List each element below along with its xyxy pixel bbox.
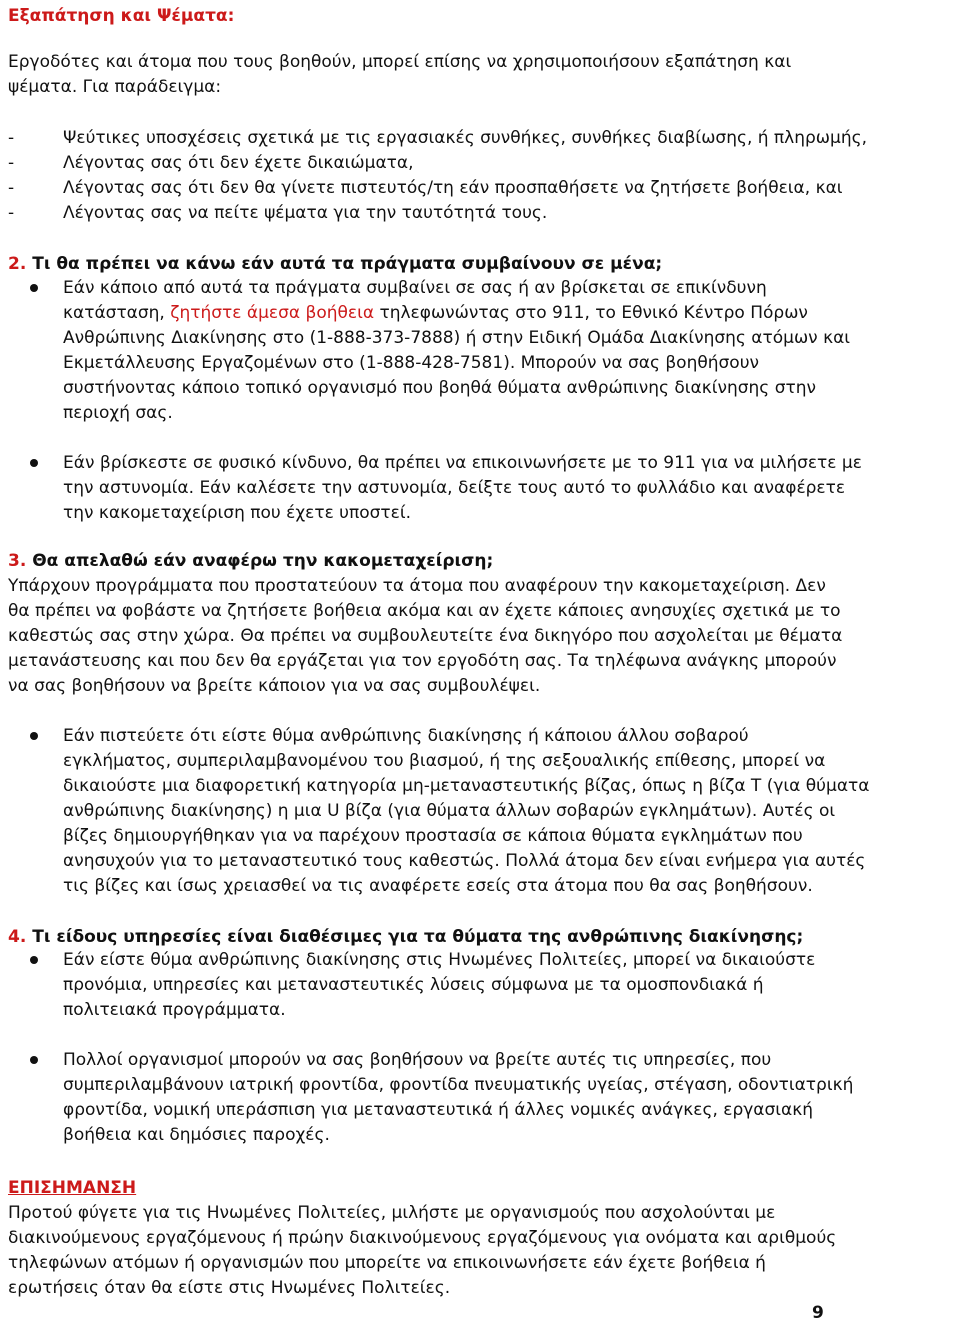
section-2-bullet-2 xyxy=(63,451,953,526)
section-2-bullet-1 xyxy=(63,276,953,426)
text-line: προνόμια, υπηρεσίες και μεταναστευτικές λύσεις σύμφωνα με τα ομοσπονδιακά ή xyxy=(63,975,764,995)
text-line: τις βίζες και ίσως χρειασθεί να τις αναφέρετε εσείς στα άτομα που θα σας βοηθήσουν. xyxy=(63,876,813,896)
text-line: Εάν πιστεύετε ότι είστε θύμα ανθρώπινης διακίνησης ή κάποιου άλλου σοβαρού xyxy=(63,726,749,746)
section-4-number: 4. xyxy=(8,927,27,947)
text-line: πολιτειακά προγράμματα. xyxy=(63,1000,286,1020)
bullet-icon xyxy=(30,956,38,964)
text-fragment: κατάσταση, xyxy=(63,303,171,323)
bullet-icon xyxy=(30,1056,38,1064)
dash-marker: - xyxy=(8,128,15,148)
section-3-para-line-1: Υπάρχουν προγράμματα που προστατεύουν τα άτομα που αναφέρουν την κακομεταχείριση. Δεν xyxy=(8,576,826,596)
section-4-bullet-2 xyxy=(63,1048,953,1148)
fraud-list-item-4: Λέγοντας σας να πείτε ψέματα για την ταυτότητά τους. xyxy=(63,203,548,223)
section-2-title: Τι θα πρέπει να κάνω εάν αυτά τα πράγματα συμβαίνουν σε μένα; xyxy=(32,254,663,274)
section-3-heading xyxy=(8,549,493,574)
dash-marker: - xyxy=(8,203,15,223)
text-line: περιοχή σας. xyxy=(63,403,173,423)
section-3-bullet-1 xyxy=(63,724,953,899)
dash-marker: - xyxy=(8,153,15,173)
text-line xyxy=(63,301,953,326)
notice-line-1: Προτού φύγετε για τις Ηνωμένες Πολιτείες, μιλήστε με οργανισμούς που ασχολούνται με xyxy=(8,1203,776,1223)
bullet-icon xyxy=(30,284,38,292)
fraud-heading: Εξαπάτηση και Ψέματα: xyxy=(8,6,235,26)
section-3-para-line-2: θα πρέπει να φοβάστε να ζητήσετε βοήθεια ακόμα και αν έχετε κάποιες ανησυχίες σχετικά με το xyxy=(8,601,841,621)
notice-line-2: διακινούμενους εργαζόμενους ή πρώην διακινούμενους εργαζόμενους για ονόματα και αριθμούς xyxy=(8,1228,837,1248)
text-line: φροντίδα, νομική υπεράσπιση για μεταναστευτικά ή άλλες νομικές ανάγκες, εργασιακή xyxy=(63,1100,814,1120)
text-line: Εάν κάποιο από αυτά τα πράγματα συμβαίνει σε σας ή αν βρίσκεται σε επικίνδυνη xyxy=(63,278,767,298)
text-line: την κακομεταχείριση που έχετε υποστεί. xyxy=(63,503,411,523)
section-3-para-line-3: καθεστώς σας στην χώρα. Θα πρέπει να συμβουλευτείτε ένα δικηγόρο που ασχολείται με θέματα xyxy=(8,626,843,646)
fraud-intro-line-2: ψέματα. Για παράδειγμα: xyxy=(8,77,222,97)
text-line: εγκλήματος, συμπεριλαμβανομένου του βιασμού, ή της σεξουαλικής επίθεσης, μπορεί να xyxy=(63,751,826,771)
section-3-para-line-4: μετανάστευσης και που δεν θα εργάζεται για τον εργοδότη σας. Τα τηλέφωνα ανάγκης μπορούν xyxy=(8,651,837,671)
urgent-help-text: ζητήστε άμεσα βοήθεια xyxy=(170,303,375,323)
text-line: την αστυνομία. Εάν καλέσετε την αστυνομία, δείξτε τους αυτό το φυλλάδιο και αναφέρετε xyxy=(63,478,846,498)
text-line: Εάν βρίσκεστε σε φυσικό κίνδυνο, θα πρέπει να επικοινωνήσετε με το 911 για να μιλήσετε με xyxy=(63,453,862,473)
notice-line-4: ερωτήσεις όταν θα είστε στις Ηνωμένες Πολιτείες. xyxy=(8,1278,451,1298)
text-line: ανθρώπινης διακίνησης) η μια U βίζα (για θύματα άλλων σοβαρών εγκλημάτων). Αυτές οι xyxy=(63,801,836,821)
text-line: συστήνοντας κάποιο τοπικό οργανισμό που βοηθά θύματα ανθρώπινης διακίνησης στην xyxy=(63,378,816,398)
fraud-list-item-1: Ψεύτικες υποσχέσεις σχετικά με τις εργασιακές συνθήκες, συνθήκες διαβίωσης, ή πληρωμής, xyxy=(63,128,868,148)
section-4-title: Τι είδους υπηρεσίες είναι διαθέσιμες για τα θύματα της ανθρώπινης διακίνησης; xyxy=(32,927,804,947)
bullet-icon xyxy=(30,459,38,467)
bullet-icon xyxy=(30,732,38,740)
text-line: βοήθεια και δημόσιες παροχές. xyxy=(63,1125,330,1145)
text-line: ανησυχούν για το μεταναστευτικό τους καθεστώς. Πολλά άτομα δεν είναι ενήμερα για αυτές xyxy=(63,851,866,871)
section-2-number: 2. xyxy=(8,254,27,274)
fraud-list-item-3: Λέγοντας σας ότι δεν θα γίνετε πιστευτός/τη εάν προσπαθήσετε να ζητήσετε βοήθεια, και xyxy=(63,178,843,198)
fraud-intro-line-1: Εργοδότες και άτομα που τους βοηθούν, μπορεί επίσης να χρησιμοποιήσουν εξαπάτηση και xyxy=(8,52,792,72)
notice-line-3: τηλεφώνων ατόμων ή οργανισμών που μπορείτε να επικοινωνήσετε εάν έχετε βοήθεια ή xyxy=(8,1253,766,1273)
text-line: συμπεριλαμβάνουν ιατρική φροντίδα, φροντίδα πνευματικής υγείας, στέγαση, οδοντιατρική xyxy=(63,1075,854,1095)
section-3-title: Θα απελαθώ εάν αναφέρω την κακομεταχείριση; xyxy=(32,551,494,571)
text-line: δικαιούστε μια διαφορετική κατηγορία μη-μεταναστευτικής βίζας, όπως η βίζα T (για θύματα xyxy=(63,776,870,796)
dash-marker: - xyxy=(8,178,15,198)
section-4-bullet-1 xyxy=(63,948,953,1023)
text-fragment: τηλεφωνώντας στο 911, το Εθνικό Κέντρο Πόρων xyxy=(374,303,808,323)
fraud-list-item-2: Λέγοντας σας ότι δεν έχετε δικαιώματα, xyxy=(63,153,414,173)
text-line: Πολλοί οργανισμοί μπορούν να σας βοηθήσουν να βρείτε αυτές τις υπηρεσίες, που xyxy=(63,1050,772,1070)
text-line: Ανθρώπινης Διακίνησης στο (1-888-373-7888) ή στην Ειδική Ομάδα Διακίνησης ατόμων και xyxy=(63,328,851,348)
page-number: 9 xyxy=(812,1303,824,1323)
text-line: Εκμετάλλευσης Εργαζομένων στο (1-888-428-7581). Μπορούν να σας βοηθήσουν xyxy=(63,353,760,373)
section-4-heading xyxy=(8,925,803,950)
notice-heading: ΕΠΙΣΗΜΑΝΣΗ xyxy=(8,1178,137,1198)
section-3-para-line-5: να σας βοηθήσουν να βρείτε κάποιον για να σας συμβουλέψει. xyxy=(8,676,541,696)
section-3-number: 3. xyxy=(8,551,27,571)
section-2-heading xyxy=(8,252,662,277)
text-line: Εάν είστε θύμα ανθρώπινης διακίνησης στις Ηνωμένες Πολιτείες, μπορεί να δικαιούστε xyxy=(63,950,816,970)
text-line: βίζες δημιουργήθηκαν για να παρέχουν προστασία σε κάποια θύματα εγκλημάτων που xyxy=(63,826,803,846)
